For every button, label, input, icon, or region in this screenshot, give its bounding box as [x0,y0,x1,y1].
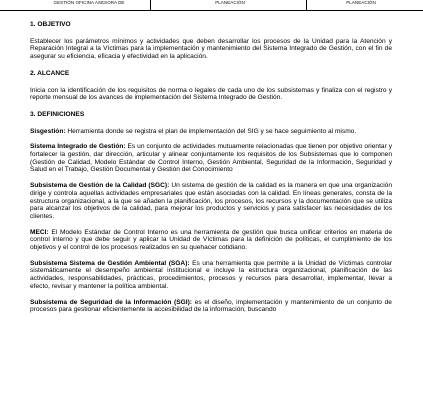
definition-term: Sistema Integrado de Gestión: [30,143,126,151]
definition-text: Es una herramienta que permite a la Unidad de Víctimas controlar sistemáticamente el desempeño ambiental institucional e incluye la estructura organizacional, planificación de las actividades, responsabilidades, prácticas, procedimientos, procesos y recursos para desarrollar, implementar, llevar a efecto, revisar y mantener la política ambiental. [30,259,392,290]
definition-term: MECI: [30,228,49,236]
definition-text: Un sistema de gestión de la calidad es la manera en que una organización dirige y controla aquellas actividades empresariales que están asociadas con la calidad. En líneas generales, consta de la estructura organizacional, a la que se añaden la planificación, los procesos, los recursos y la documentación que se utiliza para alcanzar los objetivos de la calidad, para mejorar los productos y servicios y para satisfacer las necesidades de los clientes. [30,182,392,220]
section-heading-definiciones: 3. DEFINICIONES [30,110,85,118]
objetivo-paragraph: Establecer los parámetros mínimos y actividades que deben desarrollar los procesos de la Unidad para la Atención y Reparación Integral a la Víctimas para la implementación y mantenimiento del Sistema Integrado de Gestión, con el fin de asegurar su eficiencia, eficacia y efectividad en la aplicación. [30,37,392,61]
definition-text: Es un conjunto de actividades mutuamente relacionadas que tienen por objetivo orientar y fortalecer la gestión, dar dirección, articular y alinear conjuntamente los requisitos de los Subsistemas que lo componen (Gestión de Calidad, Modelo Estándar de Control Interno, Gestión Ambiental, Seguridad de la Información, Seguridad y Salud en el Trabajo, Gestión Documental y Gestión del Conocimiento [30,143,393,174]
section-heading-alcance: 2. ALCANCE [30,69,70,77]
header-divider [306,0,307,10]
header-cell-right: PLANEACIÓN [346,0,376,5]
section-heading-objetivo: 1. OBJETIVO [30,21,71,28]
document-body [30,15,392,314]
header-cell-left: GESTIÓN OFICINA ASESORA DE [53,0,125,5]
alcance-paragraph: Inicia con la identificación de los requisitos de norma o legales de cada uno de los subsistemas y finaliza con el registro y reporte mensual de los avances de implementación del Sistema Integrado de Gestión. [30,86,392,102]
definition-text: es el diseño, implementación y mantenimiento de un conjunto de procesos para gestionar eficientemente la accesibilidad de la información, buscando [30,298,392,314]
definition-term: Subsistema de Gestión de la Calidad (SGC): [30,182,170,190]
definition-sisgestion [30,128,392,136]
header-cell-middle: PLANEACIÓN [215,0,245,5]
definition-sgc [30,182,392,221]
definition-term: Sisgestión: [30,127,66,135]
definition-text: Herramienta donde se registra el plan de implementación del SIG y se hace seguimiento al mismo. [65,127,357,135]
header-divider [150,0,151,10]
definition-sgi [30,299,392,314]
definition-sga [30,260,392,291]
header-bottom-border [0,10,423,11]
definition-sig [30,143,392,174]
document-header-table [0,0,423,11]
definition-meci [30,229,392,252]
definition-text: El Modelo Estándar de Control Interno es una herramienta de gestión que busca unificar criterios en materia de control interno y que debe seguir y aplicar la Unidad de Víctimas para la definición de políticas, el cumplimiento de los objetivos y el control de los procesos realizados en su quehacer cotidiano. [30,228,392,252]
definition-term: Subsistema Sistema de Gestión Ambiental (SGA): [30,259,190,267]
definition-term: Subsistema de Seguridad de la Información (SGI): [30,298,192,306]
